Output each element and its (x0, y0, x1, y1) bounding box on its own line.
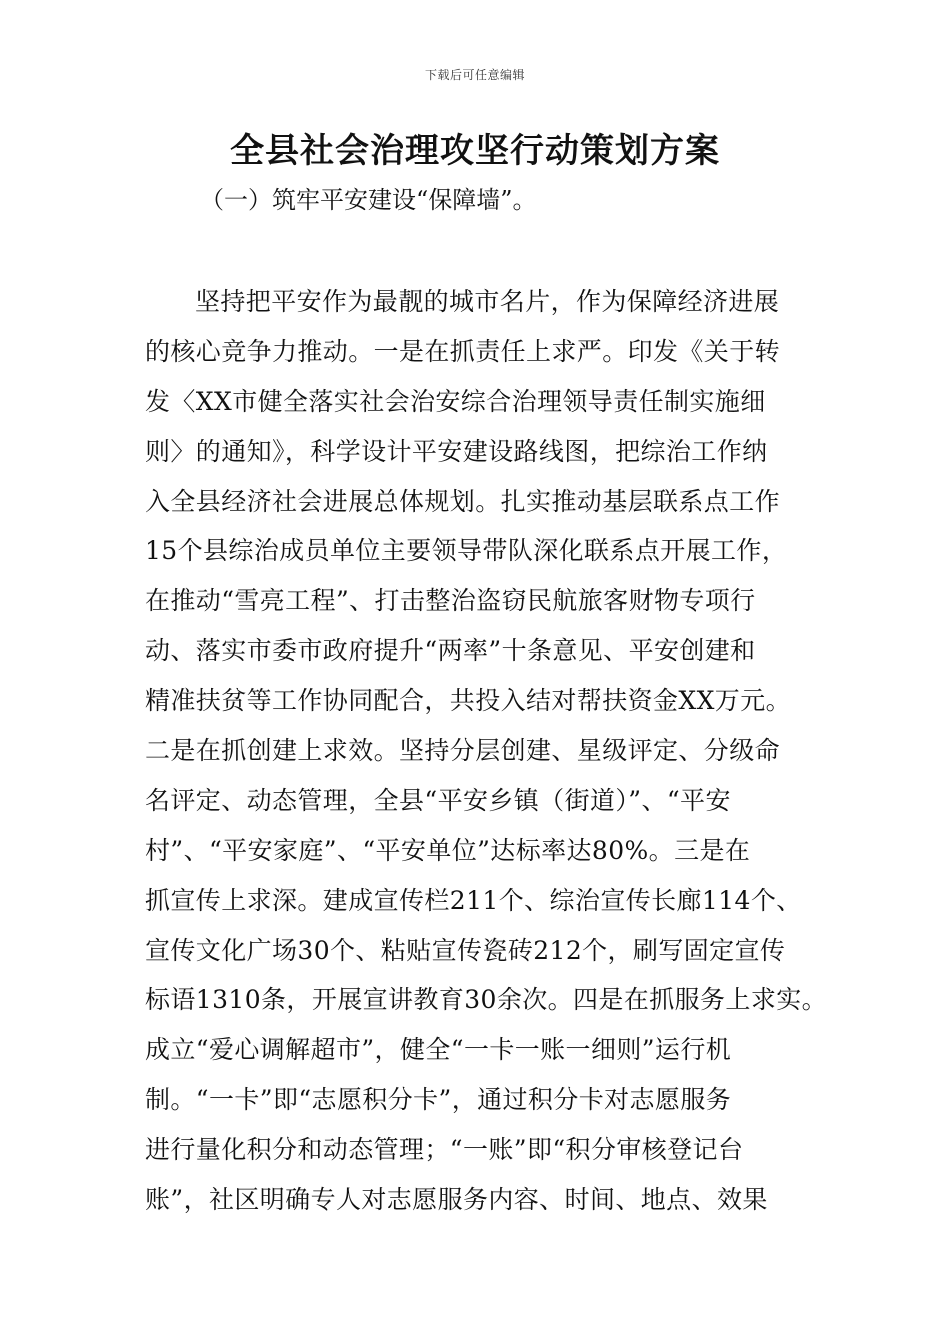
body-paragraph (145, 277, 835, 1225)
body-line: 标语1310条，开展宣讲教育30余次。四是在抓服务上求实。 (145, 985, 828, 1015)
body-line: 15个县综治成员单位主要领导带队深化联系点开展工作， (145, 536, 788, 566)
page-header-note: 下载后可任意编辑 (424, 68, 525, 82)
body-line: 村”、“平安家庭”、“平安单位”达标率达80%。三是在 (145, 835, 751, 865)
document-title: 全县社会治理攻坚行动策划方案 (230, 131, 720, 171)
body-line: 二是在抓创建上求效。坚持分层创建、星级评定、分级命 (145, 736, 781, 766)
body-line: 发〈XX市健全落实社会治安综合治理领导责任制实施细 (145, 386, 766, 416)
body-line: 名评定、动态管理，全县“平安乡镇（街道）”、“平安 (145, 785, 731, 815)
body-line: 动、落实市委市政府提升“两率”十条意见、平安创建和 (145, 636, 756, 666)
body-line: 成立“爱心调解超市”，健全“一卡一账一细则”运行机 (145, 1035, 732, 1065)
body-line: 进行量化积分和动态管理；“一账”即“积分审核登记台 (145, 1135, 744, 1165)
body-line: 宣传文化广场30个、粘贴宣传瓷砖212个，刷写固定宣传 (145, 935, 786, 965)
body-line: 精准扶贫等工作协同配合，共投入结对帮扶资金XX万元。 (145, 686, 791, 716)
body-line: 坚持把平安作为最靓的城市名片，作为保障经济进展 (195, 287, 780, 316)
section-heading: （一）筑牢平安建设“保障墙”。 (200, 186, 537, 214)
body-line: 则〉的通知》，科学设计平安建设路线图，把综治工作纳 (145, 436, 768, 466)
body-line: 制。“一卡”即“志愿积分卡”，通过积分卡对志愿服务 (145, 1085, 732, 1115)
body-line: 的核心竞争力推动。一是在抓责任上求严。印发《关于转 (145, 336, 781, 366)
body-line: 抓宣传上求深。建成宣传栏211个、综治宣传长廊114个、 (145, 885, 802, 915)
body-line: 入全县经济社会进展总体规划。扎实推动基层联系点工作 (145, 486, 781, 516)
body-line: 账”，社区明确专人对志愿服务内容、时间、地点、效果 (145, 1185, 768, 1215)
body-line: 在推动“雪亮工程”、打击整治盗窃民航旅客财物专项行 (145, 586, 756, 616)
